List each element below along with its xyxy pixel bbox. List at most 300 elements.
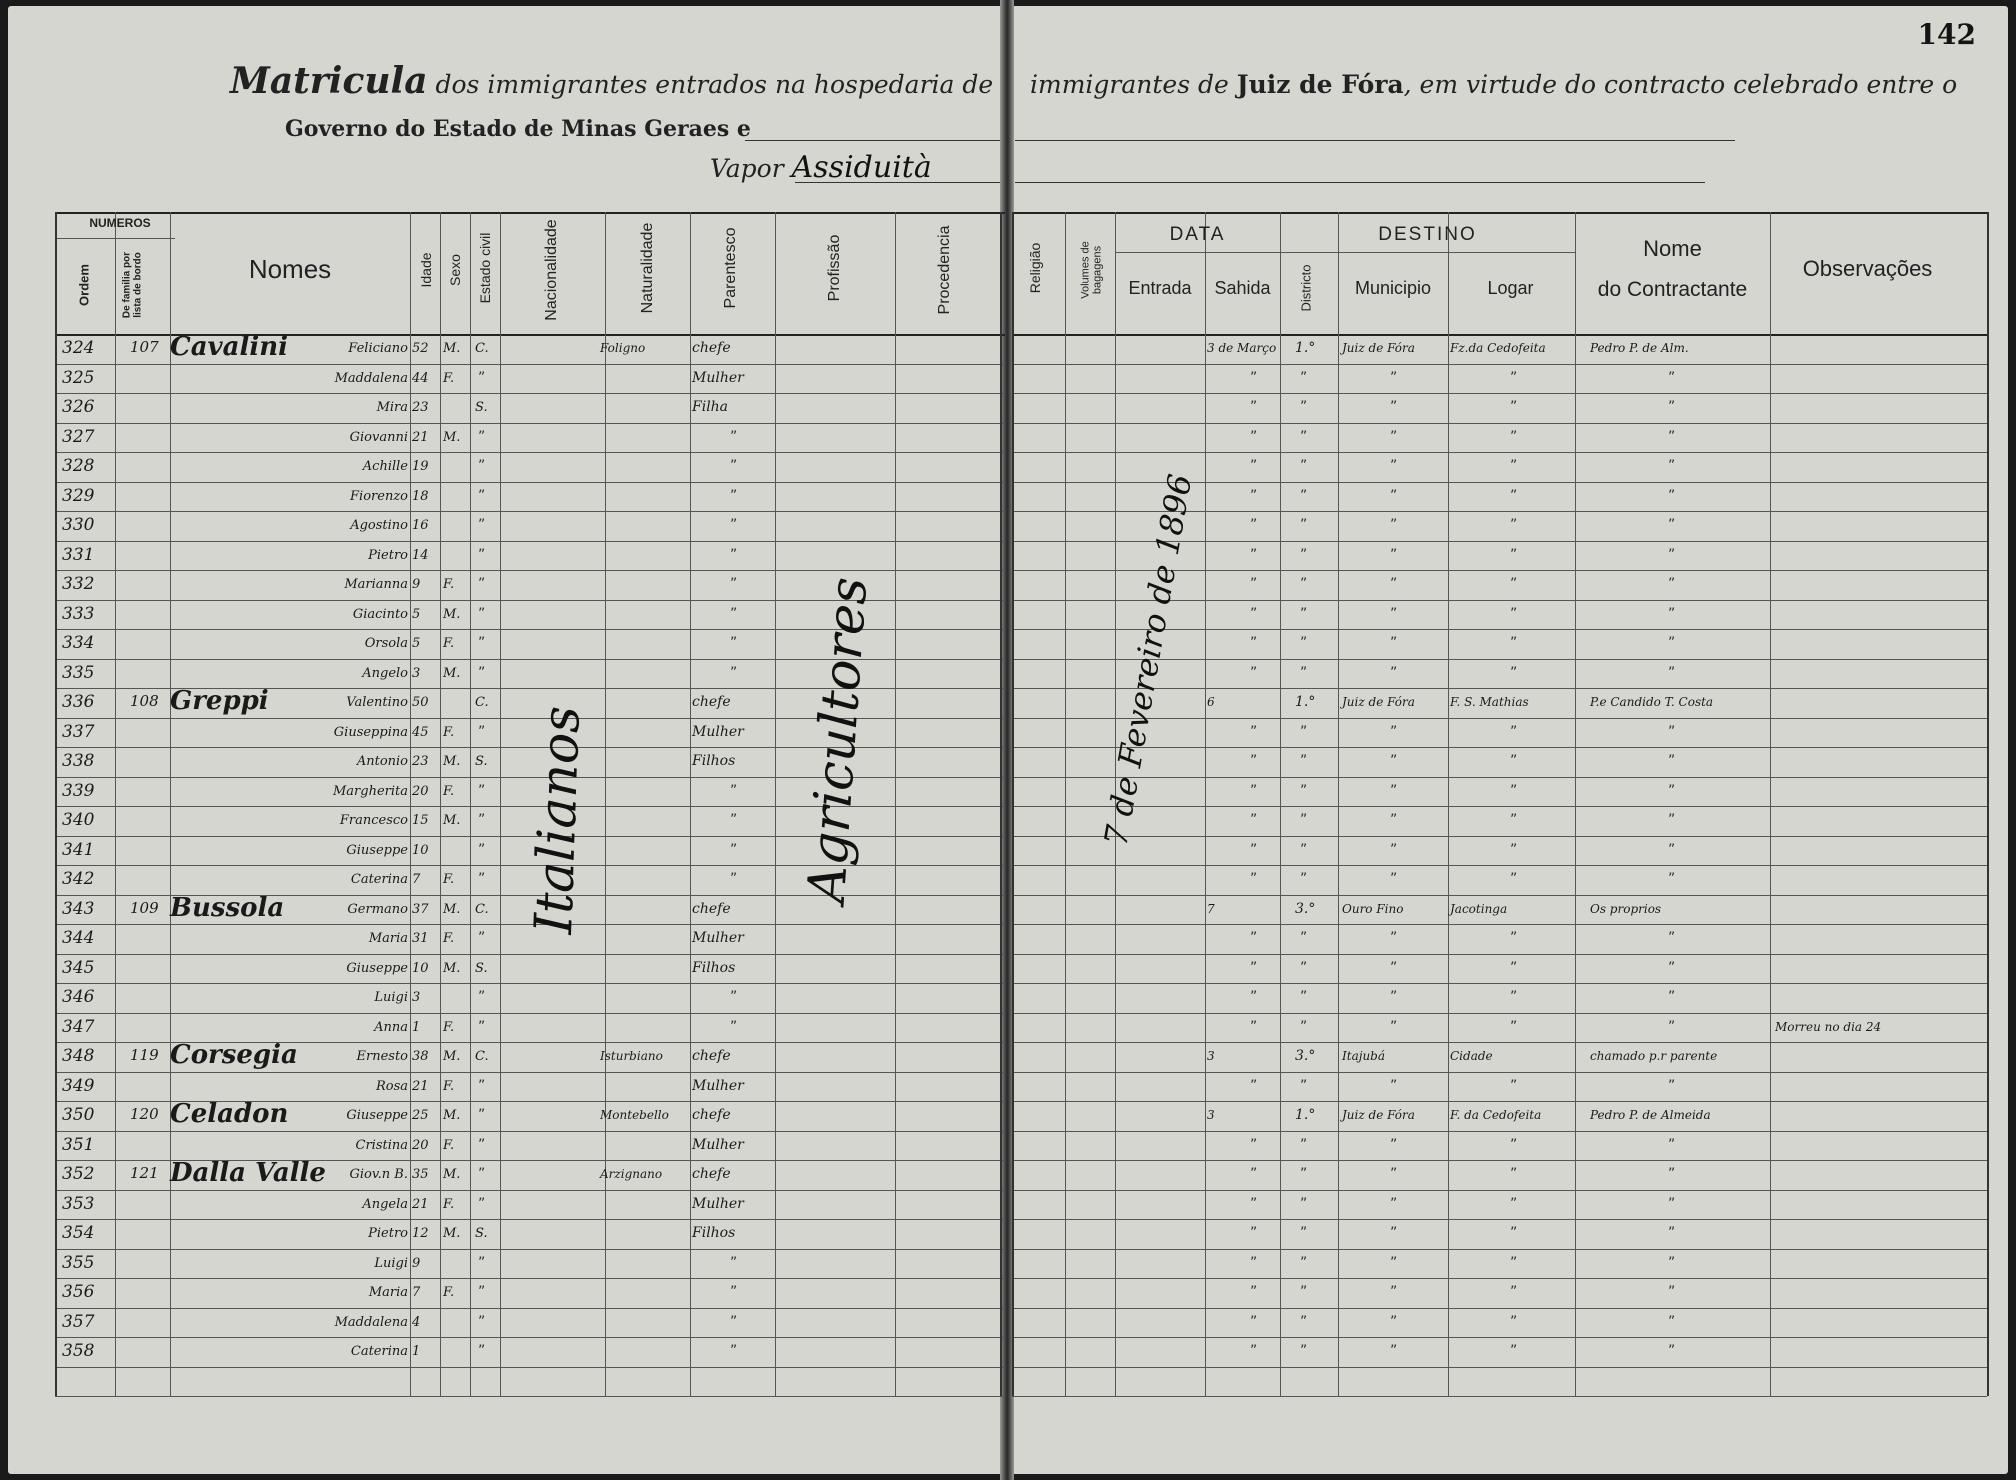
grid-row-line-left (55, 1249, 1005, 1250)
row-logar-ditto: ” (1510, 930, 1518, 946)
row-logar: Fz.da Cedofeita (1450, 341, 1546, 355)
grid-row-line-right (1012, 806, 1987, 807)
grid-data-sub (1115, 252, 1280, 253)
row-sobrenome: Celadon (170, 1099, 289, 1129)
vapor-underline-right (1015, 182, 1705, 183)
vapor-underline (795, 182, 1000, 183)
row-estado-civil-ditto: ” (478, 1195, 486, 1212)
row-logar: Cidade (1450, 1049, 1493, 1063)
grid-row-line-right (1012, 836, 1987, 837)
row-idade: 21 (412, 429, 429, 445)
row-nome: Marianna (344, 578, 408, 591)
row-idade: 10 (412, 842, 429, 858)
row-sahida-ditto: ” (1250, 487, 1258, 504)
row-contractante-ditto: ” (1668, 1166, 1676, 1182)
row-districto-ditto: ” (1300, 753, 1308, 769)
row-familia: 108 (130, 692, 159, 710)
row-contractante-ditto: ” (1668, 517, 1676, 533)
row-municipio-ditto: ” (1390, 753, 1398, 769)
row-contractante-ditto: ” (1668, 989, 1676, 1005)
row-estado-civil-ditto: ” (478, 1166, 486, 1182)
row-nome: Angelo (362, 666, 408, 680)
grid-row-line-right (1012, 1131, 1987, 1132)
row-parentesco: Mulher (692, 1136, 744, 1153)
row-sahida-ditto: ” (1250, 399, 1258, 415)
row-districto: 1.° (1295, 1107, 1316, 1123)
row-ordem: 351 (62, 1134, 95, 1155)
row-logar-ditto: ” (1510, 812, 1518, 828)
grid-col-line-left (170, 212, 171, 1396)
row-municipio-ditto: ” (1390, 369, 1398, 386)
row-idade: 4 (412, 1314, 421, 1330)
row-parentesco: Mulher (692, 930, 744, 946)
grid-row-line-left (55, 1013, 1005, 1014)
row-logar-ditto: ” (1510, 458, 1518, 474)
row-ordem: 343 (62, 898, 95, 919)
row-nome: Luigi (374, 991, 408, 1004)
row-sexo: F. (443, 1285, 455, 1300)
row-idade: 1 (412, 1344, 421, 1359)
row-sahida-ditto: ” (1250, 959, 1258, 976)
row-contractante-ditto: ” (1668, 841, 1676, 858)
row-estado-civil-ditto: ” (478, 546, 486, 563)
row-parentesco-ditto: ” (730, 546, 738, 563)
row-sexo: F. (443, 724, 455, 740)
row-logar-ditto: ” (1510, 1136, 1518, 1153)
row-estado-civil-ditto: ” (478, 1313, 486, 1330)
grid-row-line-left (55, 570, 1005, 571)
row-districto: 3.° (1295, 1048, 1316, 1064)
row-nome: Luigi (374, 1256, 408, 1270)
grid-col-line-right (1280, 212, 1281, 1396)
row-sexo: M. (443, 901, 461, 917)
row-districto-ditto: ” (1300, 1313, 1308, 1330)
row-sexo: M. (443, 1049, 461, 1064)
row-logar-ditto: ” (1510, 517, 1518, 533)
row-contractante-ditto: ” (1668, 1313, 1676, 1330)
vapor-name: Assiduità (791, 150, 932, 185)
grid-row-line-right (1012, 895, 1987, 896)
row-logar: Jacotinga (1450, 901, 1508, 916)
row-sexo: M. (443, 754, 461, 769)
grid-row-line-right (1012, 1190, 1987, 1191)
row-naturalidade: Montebello (600, 1108, 669, 1122)
row-sahida-ditto: ” (1250, 989, 1258, 1005)
row-sexo: M. (443, 1167, 461, 1182)
row-idade: 23 (412, 754, 429, 769)
row-contractante: chamado p.r parente (1590, 1049, 1718, 1063)
row-sexo: F. (443, 1019, 455, 1035)
row-parentesco: Filhos (692, 1225, 736, 1241)
row-idade: 50 (412, 695, 429, 710)
row-sexo: F. (443, 577, 455, 592)
row-contractante-ditto: ” (1668, 723, 1676, 740)
row-logar-ditto: ” (1510, 635, 1518, 651)
row-logar-ditto: ” (1510, 576, 1518, 592)
row-idade: 19 (412, 459, 429, 474)
row-contractante: P.e Candido T. Costa (1590, 695, 1714, 709)
row-logar-ditto: ” (1510, 1313, 1518, 1330)
row-estado-civil: S. (475, 960, 488, 976)
row-contractante-ditto: ” (1668, 959, 1676, 976)
row-nome: Antonio (356, 755, 408, 768)
row-sexo: M. (443, 341, 461, 356)
row-logar-ditto: ” (1510, 487, 1518, 504)
row-idade: 5 (412, 606, 421, 622)
row-districto-ditto: ” (1300, 930, 1308, 946)
grid-col-line-left (775, 212, 776, 1396)
row-estado-civil-ditto: ” (478, 369, 486, 386)
row-parentesco-ditto: ” (730, 458, 738, 474)
row-sobrenome: Bussola (170, 892, 285, 923)
row-districto-ditto: ” (1300, 517, 1308, 533)
col-destino: DESTINO (1378, 224, 1477, 245)
row-parentesco: Filha (692, 399, 729, 415)
row-municipio-ditto: ” (1390, 664, 1398, 681)
row-municipio-ditto: ” (1390, 871, 1398, 887)
col-religiao: Religião (1027, 242, 1043, 294)
row-sahida: 7 (1207, 901, 1215, 916)
row-parentesco-ditto: ” (730, 664, 738, 681)
row-sahida-ditto: ” (1250, 782, 1258, 799)
grid-head-bottom-right (1012, 334, 1987, 336)
row-parentesco-ditto: ” (730, 841, 738, 858)
col-volumes: Volumes de bagagens (1079, 241, 1103, 299)
row-parentesco-ditto: ” (730, 635, 738, 651)
row-sahida-ditto: ” (1250, 1077, 1258, 1094)
col-nome-contractante-1: Nome (1643, 236, 1702, 261)
row-sexo: F. (443, 1137, 455, 1153)
row-contractante-ditto: ” (1668, 576, 1676, 592)
row-sexo: F. (443, 1078, 455, 1094)
vapor-label: Vapor (710, 154, 784, 183)
row-logar-ditto: ” (1510, 1195, 1518, 1212)
header-line2-underline-left (745, 140, 1000, 141)
col-ordem: Ordem (76, 264, 92, 306)
row-ordem: 350 (62, 1105, 95, 1125)
row-ordem: 354 (62, 1223, 95, 1243)
row-nome: Maria (368, 932, 408, 945)
row-logar-ditto: ” (1510, 1077, 1518, 1094)
row-parentesco-ditto: ” (730, 605, 738, 622)
row-municipio-ditto: ” (1390, 782, 1398, 799)
row-municipio: Itajubá (1342, 1049, 1386, 1063)
grid-col-line-right (1065, 212, 1066, 1396)
row-sahida-ditto: ” (1250, 753, 1258, 769)
row-districto-ditto: ” (1300, 841, 1308, 858)
row-logar: F. da Cedofeita (1450, 1108, 1542, 1122)
row-districto-ditto: ” (1300, 1166, 1308, 1182)
grid-row-line-left (55, 541, 1005, 542)
row-parentesco-ditto: ” (730, 1018, 738, 1035)
row-nome: Giuseppe (346, 961, 408, 975)
col-sahida: Sahida (1214, 278, 1271, 298)
row-contractante-ditto: ” (1668, 399, 1676, 415)
row-idade: 20 (412, 783, 429, 799)
grid-row-line-right (1012, 1308, 1987, 1309)
row-estado-civil-ditto: ” (478, 1254, 486, 1271)
grid-row-line-left (55, 1396, 1005, 1397)
row-nome: Ernesto (356, 1050, 408, 1063)
row-estado-civil: S. (475, 400, 488, 415)
grid-row-line-left (55, 452, 1005, 453)
row-municipio-ditto: ” (1390, 841, 1398, 858)
grid-col-line-left (500, 212, 501, 1396)
row-ordem: 333 (62, 603, 95, 624)
row-logar-ditto: ” (1510, 1343, 1518, 1359)
row-nome: Caterina (350, 873, 408, 886)
row-logar-ditto: ” (1510, 1018, 1518, 1035)
grid-row-line-left (55, 1190, 1005, 1191)
row-municipio-ditto: ” (1390, 1018, 1398, 1035)
row-sahida-ditto: ” (1250, 576, 1258, 592)
row-logar-ditto: ” (1510, 1225, 1518, 1241)
row-contractante-ditto: ” (1668, 1254, 1676, 1271)
row-contractante-ditto: ” (1668, 1343, 1676, 1359)
row-municipio-ditto: ” (1390, 428, 1398, 445)
grid-row-line-left (55, 423, 1005, 424)
row-logar-ditto: ” (1510, 664, 1518, 681)
col-idade: Idade (418, 252, 434, 288)
row-contractante-ditto: ” (1668, 812, 1676, 828)
row-parentesco-ditto: ” (730, 487, 738, 504)
grid-row-line-left (55, 1278, 1005, 1279)
row-sahida-ditto: ” (1250, 369, 1258, 386)
row-contractante-ditto: ” (1668, 930, 1676, 946)
row-sahida-ditto: ” (1250, 723, 1258, 740)
row-sexo: F. (443, 636, 455, 651)
grid-row-line-right (1012, 954, 1987, 955)
row-districto: 1.° (1295, 694, 1316, 710)
row-estado-civil-ditto: ” (478, 1343, 486, 1359)
row-parentesco: Mulher (692, 369, 744, 386)
row-idade: 38 (412, 1049, 429, 1064)
row-nome: Germano (347, 902, 408, 916)
row-contractante-ditto: ” (1668, 1284, 1676, 1300)
row-nome: Francesco (339, 814, 408, 827)
row-ordem: 330 (62, 515, 95, 535)
row-ordem: 337 (62, 721, 95, 742)
row-estado-civil-ditto: ” (478, 1018, 486, 1035)
row-sahida-ditto: ” (1250, 1254, 1258, 1271)
row-estado-civil-ditto: ” (478, 635, 486, 651)
row-logar-ditto: ” (1510, 1254, 1518, 1271)
row-districto-ditto: ” (1300, 723, 1308, 740)
grid-col-line-right (1448, 212, 1449, 1396)
header-line3 (710, 150, 932, 185)
row-sahida-ditto: ” (1250, 871, 1258, 887)
row-idade: 45 (412, 724, 429, 740)
row-municipio-ditto: ” (1390, 546, 1398, 563)
row-nome: Cristina (355, 1138, 408, 1152)
row-parentesco-ditto: ” (730, 812, 738, 828)
row-estado-civil-ditto: ” (478, 458, 486, 474)
row-parentesco: Mulher (692, 723, 744, 740)
row-ordem: 356 (62, 1282, 95, 1302)
row-contractante-ditto: ” (1668, 369, 1676, 386)
row-municipio-ditto: ” (1390, 458, 1398, 474)
col-nome-contractante-2: do Contractante (1597, 278, 1748, 301)
row-districto-ditto: ” (1300, 576, 1308, 592)
row-contractante-ditto: ” (1668, 1018, 1676, 1035)
col-procedencia: Procedencia (936, 225, 953, 315)
row-sahida-ditto: ” (1250, 1018, 1258, 1035)
grid-row-line-right (1012, 364, 1987, 365)
row-ordem: 327 (62, 426, 95, 447)
row-municipio-ditto: ” (1390, 517, 1398, 533)
grid-col-line-left (690, 212, 691, 1396)
row-estado-civil-ditto: ” (478, 989, 486, 1005)
row-sahida-ditto: ” (1250, 458, 1258, 474)
row-logar-ditto: ” (1510, 782, 1518, 799)
row-sahida-ditto: ” (1250, 1195, 1258, 1212)
row-nome: Rosa (375, 1079, 408, 1093)
row-districto-ditto: ” (1300, 1284, 1308, 1300)
row-estado-civil-ditto: ” (478, 723, 486, 740)
row-sahida-ditto: ” (1250, 1284, 1258, 1300)
row-estado-civil-ditto: ” (478, 428, 486, 445)
row-estado-civil-ditto: ” (478, 812, 486, 828)
grid-destino-sub (1280, 252, 1575, 253)
grid-col-line-left (470, 212, 471, 1396)
spanning-entrada-data: 7 de Fevereiro de 1896 (1096, 471, 1200, 849)
grid-row-line-right (1012, 1101, 1987, 1102)
grid-col-line-right (1770, 212, 1771, 1396)
row-ordem: 344 (62, 928, 95, 948)
row-estado-civil-ditto: ” (478, 664, 486, 681)
row-naturalidade: Isturbiano (600, 1049, 663, 1063)
row-familia: 107 (130, 338, 159, 356)
row-districto-ditto: ” (1300, 664, 1308, 681)
row-districto-ditto: ” (1300, 1195, 1308, 1212)
row-naturalidade: Arzignano (600, 1167, 663, 1181)
row-sahida-ditto: ” (1250, 1166, 1258, 1182)
row-parentesco: chefe (692, 340, 731, 356)
row-ordem: 336 (62, 692, 95, 712)
row-idade: 21 (412, 1196, 429, 1212)
row-municipio-ditto: ” (1390, 635, 1398, 651)
col-familia: De familia por lista de bordo (121, 251, 143, 319)
row-estado-civil-ditto: ” (478, 487, 486, 504)
grid-col-line-left (1000, 212, 1002, 1396)
row-contractante-ditto: ” (1668, 458, 1676, 474)
row-municipio: Ouro Fino (1342, 901, 1404, 916)
row-idade: 14 (412, 547, 429, 563)
row-districto-ditto: ” (1300, 959, 1308, 976)
row-districto-ditto: ” (1300, 428, 1308, 445)
header-line1-right-b: , em virtude do contracto celebrado entre o (1403, 70, 1958, 99)
row-idade: 12 (412, 1226, 429, 1241)
row-ordem: 340 (62, 810, 95, 830)
row-logar-ditto: ” (1510, 723, 1518, 740)
row-logar: F. S. Mathias (1450, 695, 1529, 709)
grid-row-line-left (55, 1219, 1005, 1220)
row-logar-ditto: ” (1510, 605, 1518, 622)
row-logar-ditto: ” (1510, 753, 1518, 769)
row-sahida: 3 (1207, 1049, 1215, 1063)
row-estado-civil-ditto: ” (478, 930, 486, 946)
row-idade: 9 (412, 1255, 421, 1271)
header-line1-left (230, 60, 993, 102)
grid-row-line-left (55, 393, 1005, 394)
row-contractante-ditto: ” (1668, 1225, 1676, 1241)
row-nome: Anna (374, 1020, 408, 1034)
grid-row-line-left (55, 1072, 1005, 1073)
grid-row-line-left (55, 511, 1005, 512)
row-sexo: M. (443, 1226, 461, 1241)
row-estado-civil-ditto: ” (478, 782, 486, 799)
row-nome: Achille (362, 460, 408, 473)
row-nome: Margherita (332, 784, 408, 798)
row-parentesco: chefe (692, 1107, 731, 1123)
row-idade: 20 (412, 1137, 429, 1153)
row-idade: 1 (412, 1019, 421, 1035)
row-sahida-ditto: ” (1250, 812, 1258, 828)
row-idade: 15 (412, 813, 429, 828)
row-estado-civil: S. (475, 754, 488, 769)
row-parentesco-ditto: ” (730, 989, 738, 1005)
row-sahida-ditto: ” (1250, 1313, 1258, 1330)
row-districto: 3.° (1295, 900, 1316, 917)
row-estado-civil: C. (475, 341, 489, 356)
col-observacoes: Observações (1802, 256, 1933, 281)
grid-row-line-left (55, 1337, 1005, 1338)
row-estado-civil-ditto: ” (478, 605, 486, 622)
row-parentesco-ditto: ” (730, 576, 738, 592)
row-familia: 109 (130, 898, 159, 917)
row-ordem: 331 (62, 544, 95, 565)
row-sexo: M. (443, 1108, 461, 1123)
row-municipio: Juiz de Fóra (1342, 1108, 1415, 1122)
row-parentesco: chefe (692, 1166, 731, 1182)
col-parentesco: Parentesco (722, 227, 739, 309)
row-observacoes: Morreu no dia 24 (1775, 1019, 1882, 1034)
row-ordem: 342 (62, 869, 95, 889)
row-familia: 120 (130, 1105, 159, 1123)
row-municipio-ditto: ” (1390, 1284, 1398, 1300)
row-logar-ditto: ” (1510, 841, 1518, 858)
row-sahida-ditto: ” (1250, 428, 1258, 445)
row-ordem: 355 (62, 1252, 95, 1273)
grid-row-line-right (1012, 482, 1987, 483)
grid-row-line-right (1012, 1072, 1987, 1073)
row-parentesco-ditto: ” (730, 1343, 738, 1359)
row-municipio-ditto: ” (1390, 1343, 1398, 1359)
row-districto-ditto: ” (1300, 399, 1308, 415)
row-idade: 10 (412, 960, 429, 976)
row-idade: 3 (412, 990, 421, 1005)
row-sexo: M. (443, 429, 461, 445)
row-idade: 44 (412, 370, 429, 386)
grid-row-line-left (55, 364, 1005, 365)
row-ordem: 328 (62, 456, 95, 476)
row-contractante: Pedro P. de Alm. (1590, 341, 1689, 355)
row-districto-ditto: ” (1300, 546, 1308, 563)
row-nome: Giovanni (349, 430, 408, 444)
row-idade: 23 (412, 400, 429, 415)
spanning-nacionalidade: Italianos (524, 704, 592, 936)
row-municipio-ditto: ” (1390, 1313, 1398, 1330)
col-data: DATA (1169, 224, 1226, 245)
row-sahida-ditto: ” (1250, 517, 1258, 533)
row-idade: 7 (412, 872, 421, 887)
header-line2: Governo do Estado de Minas Geraes e (285, 116, 751, 142)
row-ordem: 341 (62, 839, 95, 860)
grid-row-line-right (1012, 777, 1987, 778)
grid-col-line-left (895, 212, 896, 1396)
row-contractante-ditto: ” (1668, 1136, 1676, 1153)
grid-col-line-left (55, 212, 57, 1396)
